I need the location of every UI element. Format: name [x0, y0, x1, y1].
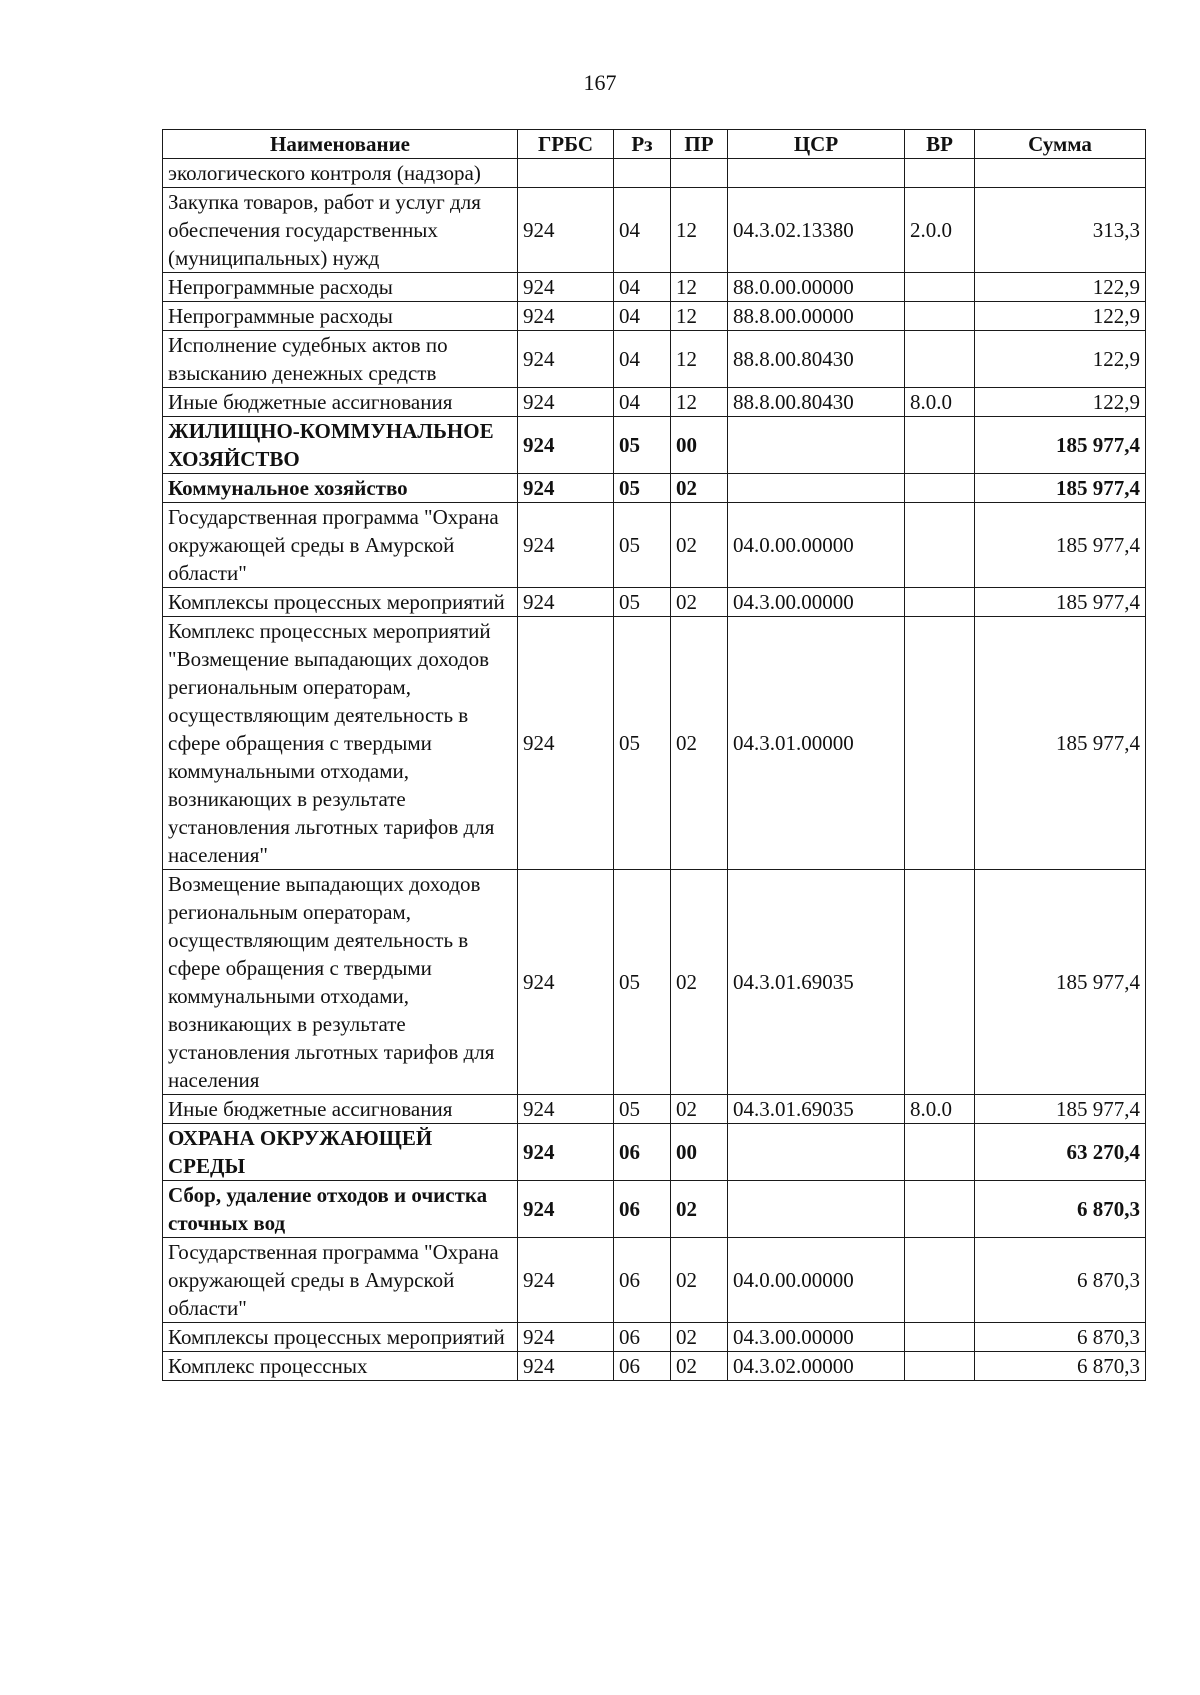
- cell-pr: 12: [671, 188, 728, 273]
- table-row: [163, 1095, 1146, 1124]
- cell-name: Исполнение судебных актов по взысканию денежных средств: [163, 331, 518, 388]
- cell-grbs: 924: [518, 1181, 614, 1238]
- cell-name: Возмещение выпадающих доходов региональным операторам, осуществляющим деятельность в сфере обращения с твердыми коммунальными отходами, возникающих в результате установления льготных тарифов для населения: [163, 870, 518, 1095]
- table-row: [163, 159, 1146, 188]
- cell-pr: 02: [671, 1181, 728, 1238]
- cell-vr: [905, 331, 975, 388]
- cell-csr: [728, 1181, 905, 1238]
- cell-grbs: 924: [518, 1095, 614, 1124]
- cell-sum: 313,3: [975, 188, 1146, 273]
- cell-sum: 122,9: [975, 302, 1146, 331]
- cell-csr: 04.0.00.00000: [728, 503, 905, 588]
- cell-sum: 122,9: [975, 273, 1146, 302]
- cell-pr: 12: [671, 273, 728, 302]
- cell-grbs: 924: [518, 302, 614, 331]
- cell-rz: 06: [614, 1238, 671, 1323]
- cell-sum: 185 977,4: [975, 1095, 1146, 1124]
- cell-rz: 05: [614, 1095, 671, 1124]
- cell-rz: 05: [614, 417, 671, 474]
- cell-vr: [905, 1352, 975, 1381]
- cell-name: Комплексы процессных мероприятий: [163, 1323, 518, 1352]
- cell-rz: 05: [614, 617, 671, 870]
- column-header-csr: ЦСР: [728, 130, 905, 159]
- cell-pr: 12: [671, 388, 728, 417]
- cell-rz: 06: [614, 1124, 671, 1181]
- table-row: [163, 1181, 1146, 1238]
- cell-vr: [905, 417, 975, 474]
- column-header-vr: ВР: [905, 130, 975, 159]
- column-header-rz: Рз: [614, 130, 671, 159]
- table-row: [163, 331, 1146, 388]
- cell-vr: 2.0.0: [905, 188, 975, 273]
- cell-vr: [905, 1238, 975, 1323]
- cell-name: Непрограммные расходы: [163, 302, 518, 331]
- cell-sum: 6 870,3: [975, 1181, 1146, 1238]
- cell-name: Непрограммные расходы: [163, 273, 518, 302]
- cell-pr: 00: [671, 1124, 728, 1181]
- table-row: [163, 503, 1146, 588]
- cell-grbs: 924: [518, 188, 614, 273]
- cell-name: Иные бюджетные ассигнования: [163, 388, 518, 417]
- cell-rz: 06: [614, 1181, 671, 1238]
- cell-name: Комплекс процессных мероприятий "Возмещение выпадающих доходов региональным операторам, осуществляющим деятельность в сфере обращения с твердыми коммунальными отходами, возникающих в результате установления льготных тарифов для населения": [163, 617, 518, 870]
- cell-grbs: 924: [518, 388, 614, 417]
- cell-csr: [728, 417, 905, 474]
- table-row: [163, 1323, 1146, 1352]
- cell-vr: [905, 1323, 975, 1352]
- cell-pr: [671, 159, 728, 188]
- cell-csr: 88.8.00.80430: [728, 388, 905, 417]
- table-row: [163, 1352, 1146, 1381]
- cell-name: Комплексы процессных мероприятий: [163, 588, 518, 617]
- cell-pr: 12: [671, 331, 728, 388]
- cell-pr: 02: [671, 1352, 728, 1381]
- cell-grbs: 924: [518, 1124, 614, 1181]
- cell-pr: 02: [671, 1238, 728, 1323]
- cell-grbs: 924: [518, 417, 614, 474]
- table-body: [163, 159, 1146, 1381]
- cell-vr: [905, 159, 975, 188]
- cell-pr: 02: [671, 1095, 728, 1124]
- cell-grbs: 924: [518, 474, 614, 503]
- cell-name: Закупка товаров, работ и услуг для обеспечения государственных (муниципальных) нужд: [163, 188, 518, 273]
- column-header-sum: Сумма: [975, 130, 1146, 159]
- cell-rz: 05: [614, 503, 671, 588]
- cell-rz: 04: [614, 188, 671, 273]
- table-row: [163, 1124, 1146, 1181]
- cell-csr: 04.3.02.13380: [728, 188, 905, 273]
- cell-vr: 8.0.0: [905, 388, 975, 417]
- cell-grbs: 924: [518, 273, 614, 302]
- cell-sum: 6 870,3: [975, 1323, 1146, 1352]
- cell-csr: 04.3.01.69035: [728, 1095, 905, 1124]
- column-header-name: Наименование: [163, 130, 518, 159]
- cell-name: Государственная программа "Охрана окружающей среды в Амурской области": [163, 1238, 518, 1323]
- cell-csr: 04.3.02.00000: [728, 1352, 905, 1381]
- cell-grbs: 924: [518, 617, 614, 870]
- cell-name: экологического контроля (надзора): [163, 159, 518, 188]
- cell-rz: 04: [614, 331, 671, 388]
- cell-rz: 05: [614, 870, 671, 1095]
- table-row: [163, 870, 1146, 1095]
- cell-rz: 05: [614, 588, 671, 617]
- cell-rz: [614, 159, 671, 188]
- cell-grbs: 924: [518, 1238, 614, 1323]
- cell-rz: 04: [614, 273, 671, 302]
- table-row: [163, 617, 1146, 870]
- table-row: [163, 273, 1146, 302]
- cell-grbs: 924: [518, 503, 614, 588]
- cell-sum: 122,9: [975, 331, 1146, 388]
- cell-sum: 6 870,3: [975, 1352, 1146, 1381]
- cell-sum: 185 977,4: [975, 417, 1146, 474]
- cell-pr: 02: [671, 617, 728, 870]
- table-row: [163, 588, 1146, 617]
- cell-csr: 04.3.01.69035: [728, 870, 905, 1095]
- cell-csr: 88.0.00.00000: [728, 273, 905, 302]
- cell-grbs: [518, 159, 614, 188]
- cell-name: ОХРАНА ОКРУЖАЮЩЕЙ СРЕДЫ: [163, 1124, 518, 1181]
- cell-sum: 185 977,4: [975, 617, 1146, 870]
- cell-vr: [905, 588, 975, 617]
- cell-rz: 05: [614, 474, 671, 503]
- cell-vr: [905, 273, 975, 302]
- cell-sum: 6 870,3: [975, 1238, 1146, 1323]
- cell-vr: [905, 870, 975, 1095]
- cell-csr: 04.0.00.00000: [728, 1238, 905, 1323]
- cell-name: Коммунальное хозяйство: [163, 474, 518, 503]
- table-header: [163, 130, 1146, 159]
- cell-name: Комплекс процессных: [163, 1352, 518, 1381]
- cell-rz: 06: [614, 1323, 671, 1352]
- cell-vr: [905, 302, 975, 331]
- cell-sum: [975, 159, 1146, 188]
- table-row: [163, 388, 1146, 417]
- cell-name: Сбор, удаление отходов и очистка сточных вод: [163, 1181, 518, 1238]
- cell-grbs: 924: [518, 1323, 614, 1352]
- cell-csr: 88.8.00.80430: [728, 331, 905, 388]
- cell-csr: [728, 1124, 905, 1181]
- cell-csr: 04.3.00.00000: [728, 1323, 905, 1352]
- header-row: [163, 130, 1146, 159]
- table-row: [163, 417, 1146, 474]
- cell-vr: [905, 1124, 975, 1181]
- column-header-grbs: ГРБС: [518, 130, 614, 159]
- cell-sum: 63 270,4: [975, 1124, 1146, 1181]
- table-row: [163, 474, 1146, 503]
- cell-csr: 88.8.00.00000: [728, 302, 905, 331]
- cell-sum: 185 977,4: [975, 474, 1146, 503]
- cell-csr: 04.3.01.00000: [728, 617, 905, 870]
- cell-pr: 12: [671, 302, 728, 331]
- cell-pr: 02: [671, 1323, 728, 1352]
- cell-sum: 122,9: [975, 388, 1146, 417]
- cell-pr: 00: [671, 417, 728, 474]
- cell-csr: [728, 474, 905, 503]
- cell-grbs: 924: [518, 1352, 614, 1381]
- cell-vr: [905, 503, 975, 588]
- column-header-pr: ПР: [671, 130, 728, 159]
- cell-sum: 185 977,4: [975, 588, 1146, 617]
- cell-rz: 04: [614, 302, 671, 331]
- cell-name: Иные бюджетные ассигнования: [163, 1095, 518, 1124]
- cell-csr: 04.3.00.00000: [728, 588, 905, 617]
- cell-grbs: 924: [518, 870, 614, 1095]
- page-number: 167: [583, 70, 617, 95]
- cell-vr: [905, 1181, 975, 1238]
- cell-pr: 02: [671, 474, 728, 503]
- cell-pr: 02: [671, 870, 728, 1095]
- cell-vr: [905, 474, 975, 503]
- cell-name: ЖИЛИЩНО-КОММУНАЛЬНОЕ ХОЗЯЙСТВО: [163, 417, 518, 474]
- budget-table: [162, 129, 1146, 1381]
- table-row: [163, 1238, 1146, 1323]
- cell-rz: 04: [614, 388, 671, 417]
- cell-grbs: 924: [518, 588, 614, 617]
- cell-vr: [905, 617, 975, 870]
- cell-rz: 06: [614, 1352, 671, 1381]
- cell-sum: 185 977,4: [975, 870, 1146, 1095]
- cell-csr: [728, 159, 905, 188]
- cell-vr: 8.0.0: [905, 1095, 975, 1124]
- cell-grbs: 924: [518, 331, 614, 388]
- cell-pr: 02: [671, 503, 728, 588]
- table-row: [163, 302, 1146, 331]
- cell-name: Государственная программа "Охрана окружающей среды в Амурской области": [163, 503, 518, 588]
- cell-pr: 02: [671, 588, 728, 617]
- table-row: [163, 188, 1146, 273]
- cell-sum: 185 977,4: [975, 503, 1146, 588]
